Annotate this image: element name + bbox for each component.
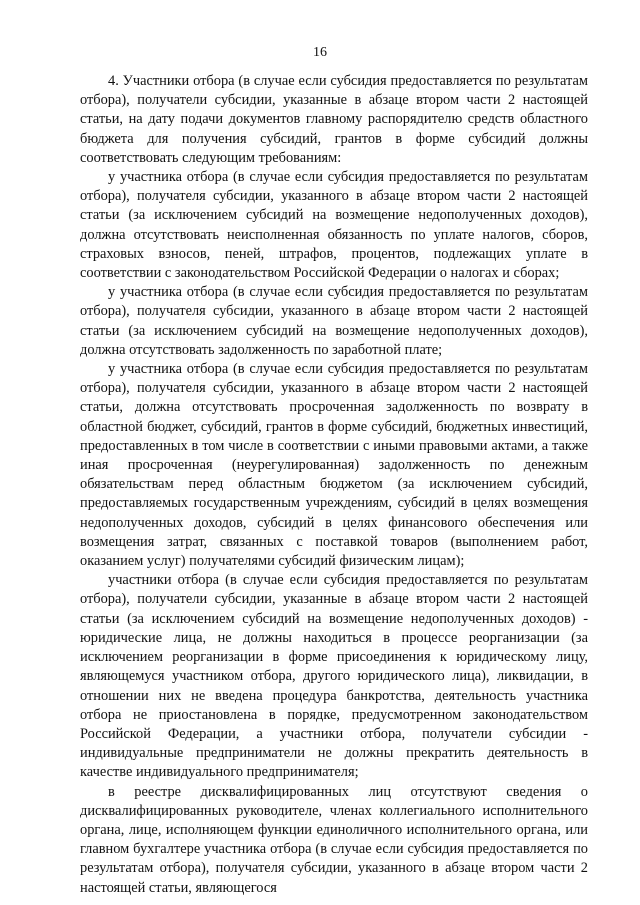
paragraph-requirements-intro: 4. Участники отбора (в случае если субсидия предоставляется по результатам отбора), получатели субсидии, указанные в абзаце втором части 2 настоящей статьи, на дату подачи документов главному распорядителю средств областного бюджета для получения субсидий, грантов в форме субсидий должны соответствовать следующим требованиям: — [80, 73, 588, 166]
paragraph-budget-arrears: у участника отбора (в случае если субсидия предоставляется по результатам отбора), получателя субсидии, указанного в абзаце втором части 2 настоящей статьи, должна отсутствовать просроченная задолженность по возврату в областной бюджет, субсидий, грантов в форме субсидий, бюджетных инвестиций, предоставленных в том числе в соответствии с иными правовыми актами, а также иная просроченная (неурегулированная) задолженность по денежным обязательствам перед областным бюджетом (за исключением субсидий, предоставляемых государственным учреждениям, субсидий в целях возмещения недополученных доходов, субсидий в целях финансового обеспечения или возмещения затрат, связанных с поставкой товаров (выполнением работ, оказанием услуг) получателями субсидий физическим лицам); — [80, 361, 588, 570]
page-number: 16 — [313, 45, 327, 60]
paragraph-tax-arrears: у участника отбора (в случае если субсидия предоставляется по результатам отбора), получателя субсидии, указанного в абзаце втором части 2 настоящей статьи (за исключением субсидий на возмещение недополученных доходов), должна отсутствовать неисполненная обязанность по уплате налогов, сборов, страховых взносов, пеней, штрафов, процентов, подлежащих уплате в соответствии с законодательством Российской Федерации о налогах и сборах; — [80, 169, 588, 282]
paragraph-wage-arrears: у участника отбора (в случае если субсидия предоставляется по результатам отбора), получателя субсидии, указанного в абзаце втором части 2 настоящей статьи (за исключением субсидий на возмещение недополученных доходов), должна отсутствовать задолженность по заработной плате; — [80, 284, 588, 358]
paragraph-disqualified-persons: в реестре дисквалифицированных лиц отсутствуют сведения о дисквалифицированных руководителе, членах коллегиального исполнительного органа, лице, исполняющем функции единоличного исполнительного органа, или главном бухгалтере участника отбора (в случае если субсидия предоставляется по результатам отбора), получателя субсидии, указанного в абзаце втором части 2 настоящей статьи, являющегося — [80, 783, 588, 896]
paragraph-reorganization-liquidation: участники отбора (в случае если субсидия предоставляется по результатам отбора), получатели субсидии, указанные в абзаце втором части 2 настоящей статьи (за исключением субсидий на возмещение недополученных доходов) - юридические лица, не должны находиться в процессе реорганизации (за исключением реорганизации в форме присоединения к юридическому лицу, являющемуся участником отбора, другого юридического лица), ликвидации, в отношении них не введена процедура банкротства, деятельность участника отбора не приостановлена в порядке, предусмотренном законодательством Российской Федерации, а участники отбора, получатели субсидии - индивидуальные предприниматели не должны прекратить деятельность в качестве индивидуального предпринимателя; — [80, 572, 588, 781]
document-body — [80, 72, 588, 898]
